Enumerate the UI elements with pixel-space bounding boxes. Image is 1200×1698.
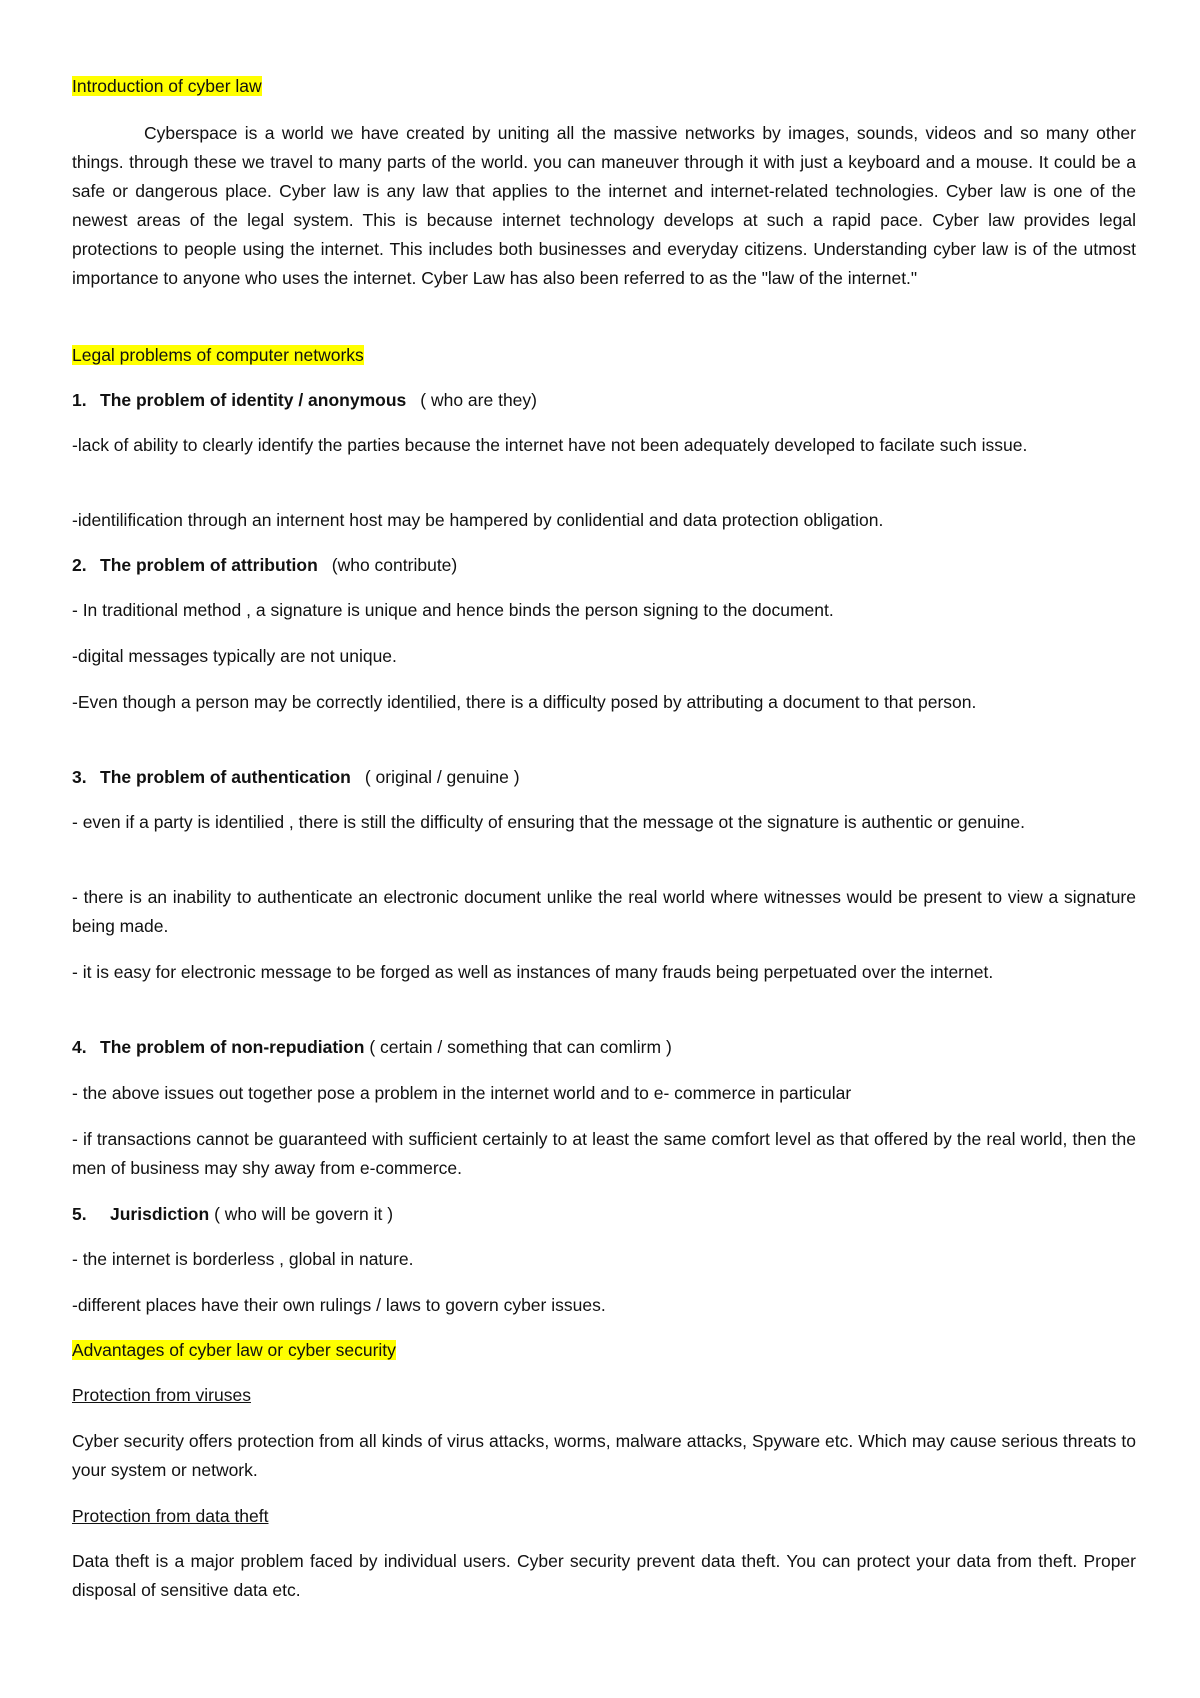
problem-1-point-2: -identilification through an internent host may be hampered by conlidential and data protection obligation. (72, 510, 884, 530)
problem-1-note: ( who are they) (420, 390, 537, 410)
problem-4-title (72, 1033, 1136, 1062)
problem-5-number: 5. (72, 1204, 87, 1224)
problem-3-point-3: - it is easy for electronic message to be forged as well as instances of many frauds being perpetuated over the internet. (72, 962, 994, 982)
advantages-heading-text: Advantages of cyber law or cyber security (72, 1340, 396, 1360)
advantage-1-title (72, 1381, 1136, 1410)
problem-2-number: 2. (72, 555, 87, 575)
problem-2-note: (who contribute) (331, 555, 458, 575)
problem-2-point-1: - In traditional method , a signature is unique and hence binds the person signing to the document. (72, 600, 834, 620)
problem-3-title-text: The problem of authentication (100, 767, 351, 787)
intro-heading-text: Introduction of cyber law (72, 76, 262, 96)
problem-4-number: 4. (72, 1037, 87, 1057)
intro-paragraph: Cyberspace is a world we have created by uniting all the massive networks by images, sounds, videos and so many other things. through these we travel to many parts of the world. you can maneuver through it with just a keyboard and a mouse. It could be a safe or dangerous place. Cyber law is any law that applies to the internet and internet-related technologies. Cyber law is one of the newest areas of the legal system. This is because internet technology develops at such a rapid pace. Cyber law provides legal protections to people using the internet. This includes both businesses and everyday citizens. Understanding cyber law is of the utmost importance to anyone who uses the internet. Cyber Law has also been referred to as the "law of the internet." (72, 123, 1136, 288)
legal-problems-heading (72, 341, 1136, 370)
problem-5-title (72, 1200, 1136, 1229)
problem-2-title-text: The problem of attribution (100, 555, 318, 575)
advantage-2-body: Data theft is a major problem faced by individual users. Cyber security prevent data theft. You can protect your data from theft. Proper disposal of sensitive data etc. (72, 1551, 1136, 1600)
problem-3-title (72, 763, 1136, 792)
advantage-1-body: Cyber security offers protection from all kinds of virus attacks, worms, malware attacks, Spyware etc. Which may cause serious threats to your system or network. (72, 1431, 1136, 1480)
problem-2-title (72, 551, 1136, 580)
intro-heading (72, 72, 1136, 101)
document-page (72, 0, 1136, 1698)
problem-5-title-text: Jurisdiction (110, 1204, 210, 1224)
problem-4-point-1: - the above issues out together pose a problem in the internet world and to e- commerce in particular (72, 1083, 852, 1103)
problem-1-number: 1. (72, 390, 87, 410)
problem-4-point-2: - if transactions cannot be guaranteed with sufficient certainly to at least the same comfort level as that offered by the real world, then the men of business may shy away from e-commerce. (72, 1129, 1136, 1178)
problem-3-note: ( original / genuine ) (364, 767, 520, 787)
problem-1-point-1: -lack of ability to clearly identify the parties because the internet have not been adequately developed to facilate such issue. (72, 435, 1028, 455)
problem-5-point-1: - the internet is borderless , global in nature. (72, 1249, 414, 1269)
advantage-2-title-text: Protection from data theft (72, 1506, 269, 1526)
problem-1-title-text: The problem of identity / anonymous (100, 390, 407, 410)
problem-1-title (72, 386, 1136, 415)
problem-3-number: 3. (72, 767, 87, 787)
problem-5-note: ( who will be govern it ) (214, 1204, 394, 1224)
problem-5-point-2: -different places have their own rulings / laws to govern cyber issues. (72, 1295, 606, 1315)
problem-4-note: ( certain / something that can comlirm ) (369, 1037, 672, 1057)
problem-3-point-2: - there is an inability to authenticate an electronic document unlike the real world where witnesses would be present to view a signature being made. (72, 887, 1136, 936)
problem-2-point-2: -digital messages typically are not unique. (72, 646, 397, 666)
legal-problems-heading-text: Legal problems of computer networks (72, 345, 364, 365)
advantage-1-title-text: Protection from viruses (72, 1385, 251, 1405)
problem-4-title-text: The problem of non-repudiation (100, 1037, 365, 1057)
advantage-2-title (72, 1502, 1136, 1531)
problem-3-point-1: - even if a party is identilied , there is still the difficulty of ensuring that the message ot the signature is authentic or genuine. (72, 812, 1025, 832)
problem-2-point-3: -Even though a person may be correctly identilied, there is a difficulty posed by attributing a document to that person. (72, 692, 977, 712)
advantages-heading (72, 1336, 1136, 1365)
